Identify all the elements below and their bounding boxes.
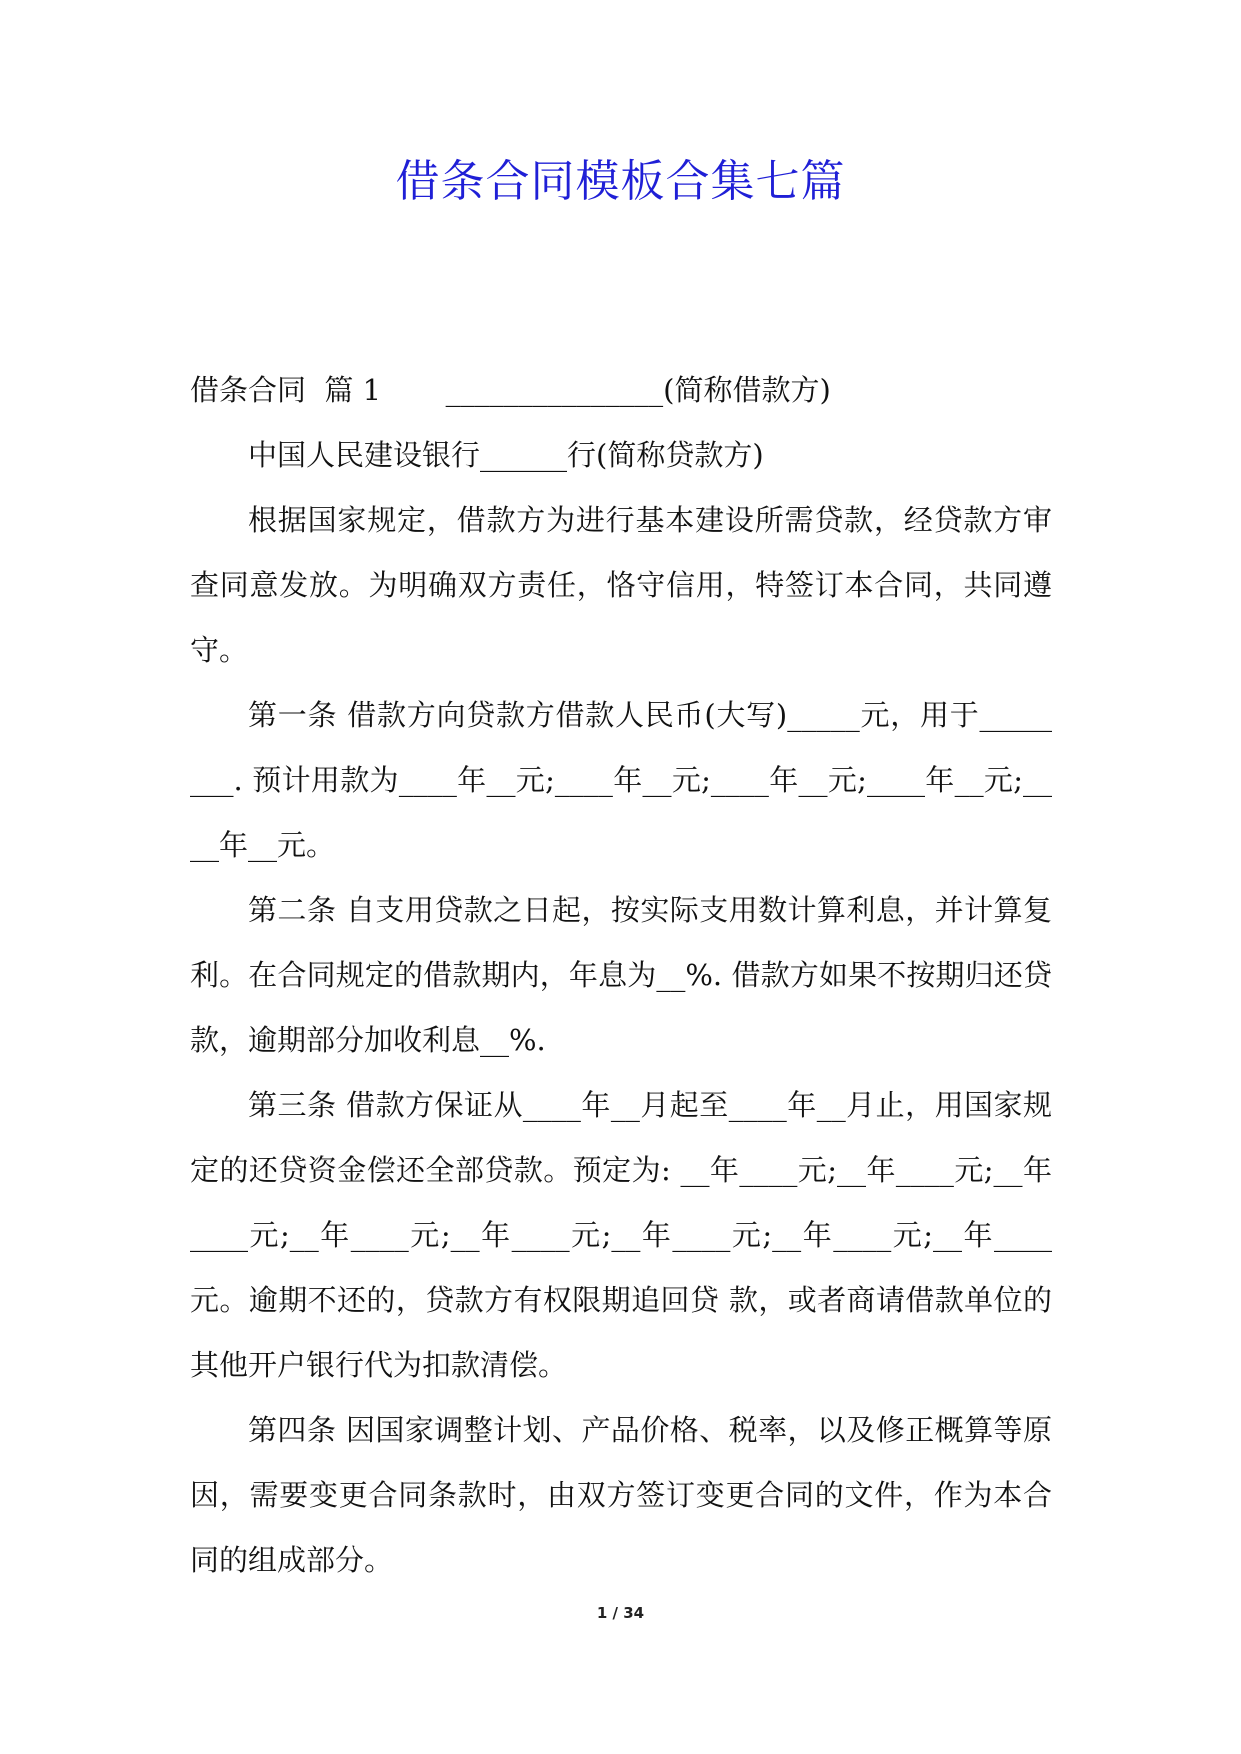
article-3-paragraph: 第三条 借款方保证从____年__月起至____年__月止，用国家规定的还贷资金偿还全部贷款。预定为: __年____元;__年____元;__年____元;__年____元;__年____元;__年____元;__年____元;__年____元。逾期不还的，贷款方有权限期追回贷 款，或者商请借款单位的其他开户银行代为扣款清偿。 — [190, 1088, 1052, 1382]
article-1-paragraph: 第一条 借款方向贷款方借款人民币(大写)_____元，用于_____ ___. 预计用款为____年__元;____年__元;____年__元;____年__元;____年__元。 — [190, 698, 1052, 862]
document-body — [190, 358, 1052, 1593]
document-title: 借条合同模板合集七篇 — [395, 156, 846, 207]
preamble-paragraph: 根据国家规定，借款方为进行基本建设所需贷款，经贷款方审查同意发放。为明确双方责任，恪守信用，特签订本合同，共同遵守。 — [190, 503, 1052, 667]
page-number: 1 / 34 — [596, 1604, 645, 1622]
article-2-paragraph: 第二条 自支用贷款之日起，按实际支用数计算利息，并计算复利。在合同规定的借款期内，年息为__%. 借款方如果不按期归还贷款，逾期部分加收利息__%. — [190, 893, 1052, 1057]
contract-heading-line: 借条合同 篇 1 _______________(简称借款方) — [190, 373, 831, 407]
article-4-paragraph: 第四条 因国家调整计划、产品价格、税率，以及修正概算等原因，需要变更合同条款时，由双方签订变更合同的文件，作为本合同的组成部分。 — [190, 1413, 1052, 1577]
lender-line: 中国人民建设银行______行(简称贷款方) — [248, 438, 764, 472]
